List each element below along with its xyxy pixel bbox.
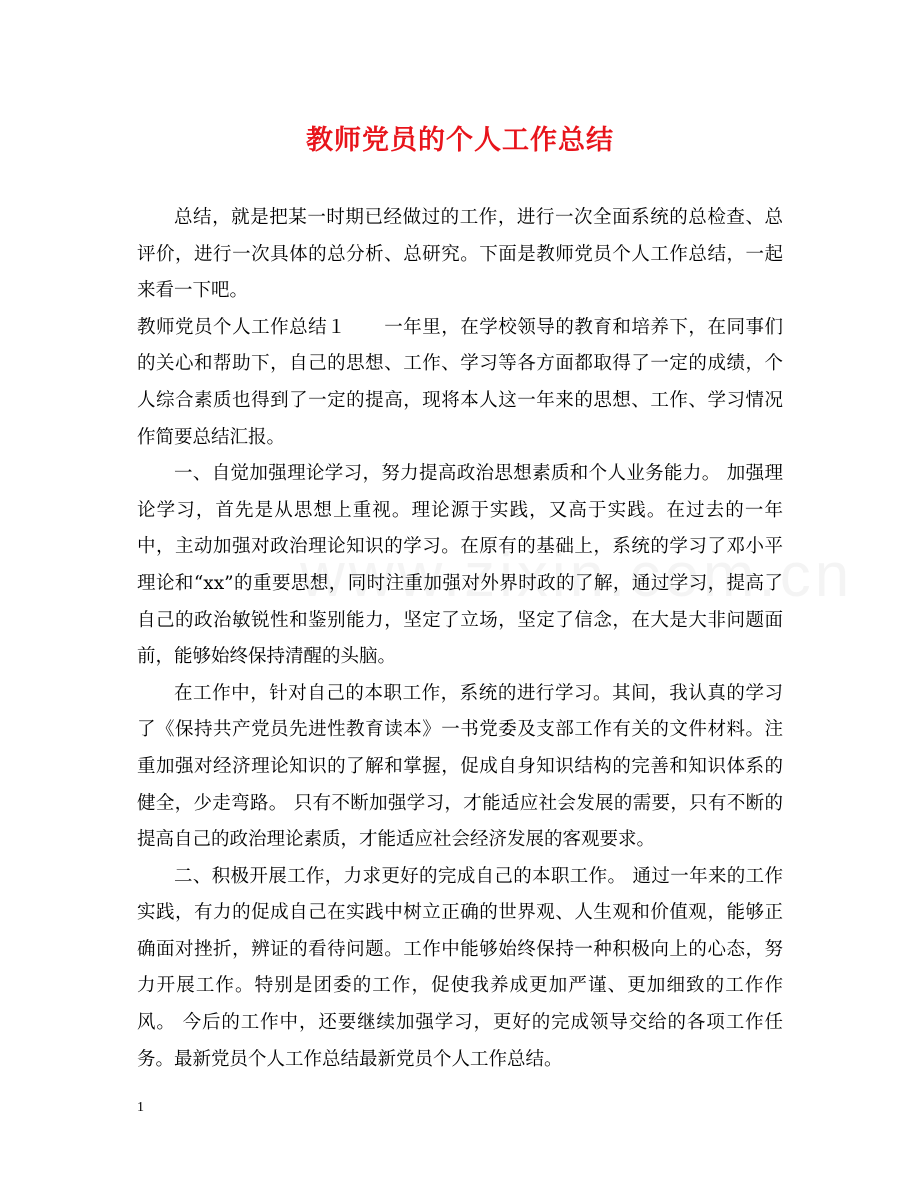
page-number: 1 [137, 1100, 144, 1115]
document-title: 教师党员的个人工作总结 [306, 125, 614, 156]
document-body [137, 200, 783, 1078]
paragraph-intro: 总结，就是把某一时期已经做过的工作，进行一次全面系统的总检查、总评价，进行一次具体的总分析、总研究。下面是教师党员个人工作总结，一起来看一下吧。 [137, 207, 783, 302]
paragraph-section-1: 一、自觉加强理论学习，努力提高政治思想素质和个人业务能力。 加强理论学习，首先是从思想上重视。理论源于实践，又高于实践。在过去的一年中，主动加强对政治理论知识的学习。在原有的基础上，系统的学习了邓小平理论和“xx”的重要思想，同时注重加强对外界时政的了解，通过学习，提高了自己的政治敏锐性和鉴别能力，坚定了立场，坚定了信念，在大是大非问题面前，能够始终保持清醒的头脑。 [137, 463, 783, 668]
paragraph-summary-1: 教师党员个人工作总结１ 一年里，在学校领导的教育和培养下，在同事们的关心和帮助下，自己的思想、工作、学习等各方面都取得了一定的成绩，个人综合素质也得到了一定的提高，现将本人这一年来的思想、工作、学习情况作简要总结汇报。 [137, 316, 783, 448]
paragraph-section-2: 二、积极开展工作，力求更好的完成自己的本职工作。 通过一年来的工作实践，有力的促成自己在实践中树立正确的世界观、人生观和价值观，能够正确面对挫折，辨证的看待问题。工作中能够始终保持一种积极向上的心态，努力开展工作。特别是团委的工作，促使我养成更加严谨、更加细致的工作作风。 今后的工作中，还要继续加强学习，更好的完成领导交给的各项工作任务。最新党员个人工作总结最新党员个人工作总结。 [137, 865, 783, 1070]
paragraph-work-study: 在工作中，针对自己的本职工作，系统的进行学习。其间，我认真的学习了《保持共产党员先进性教育读本》一书党委及支部工作有关的文件材料。注重加强对经济理论知识的了解和掌握，促成自身知识结构的完善和知识体系的健全，少走弯路。 只有不断加强学习，才能适应社会发展的需要，只有不断的提高自己的政治理论素质，才能适应社会经济发展的客观要求。 [137, 682, 783, 851]
